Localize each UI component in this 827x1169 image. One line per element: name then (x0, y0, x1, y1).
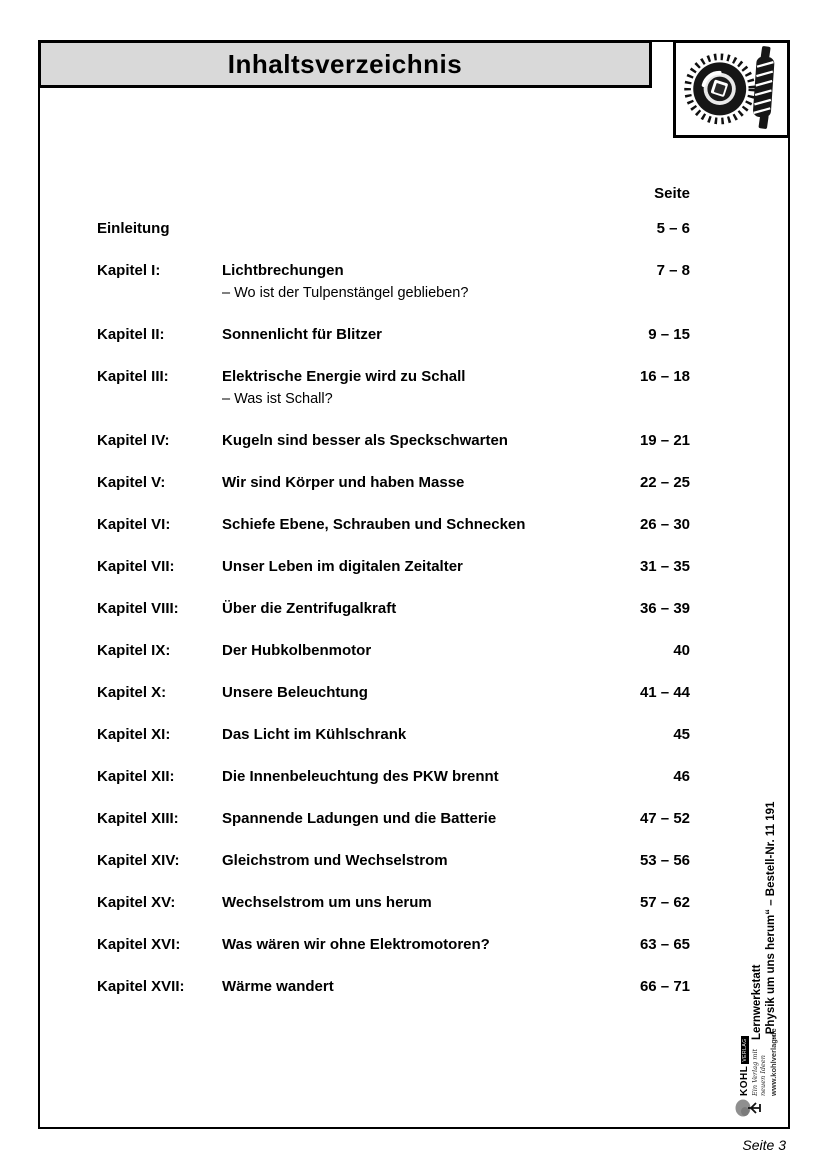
page-column-header: Seite (654, 185, 690, 202)
chapter-main (222, 600, 600, 618)
chapter-label: Kapitel IV: (97, 432, 170, 449)
toc-row (97, 642, 690, 660)
toc-row (97, 936, 690, 954)
chapter-main (222, 978, 600, 996)
chapter-label: Kapitel III: (97, 368, 169, 385)
page-range: 16 – 18 (639, 368, 690, 385)
chapter-title: Gleichstrom und Wechselstrom (222, 852, 448, 869)
chapter-subtitle: – Wo ist der Tulpenstängel geblieben? (222, 285, 469, 301)
page-range: 40 (673, 642, 690, 659)
chapter-title: Wechselstrom um uns herum (222, 894, 432, 911)
chapter-title: Elektrische Energie wird zu Schall (222, 368, 466, 385)
chapter-label: Kapitel XIII: (97, 810, 179, 827)
chapter-main (222, 642, 600, 660)
toc-row (97, 978, 690, 996)
chapter-title: Kugeln sind besser als Speckschwarten (222, 432, 508, 449)
page-number: Seite 3 (742, 1137, 786, 1153)
page-range: 36 – 39 (639, 600, 690, 617)
toc-row (97, 368, 690, 408)
page-range: 53 – 56 (639, 852, 690, 869)
title-bar (38, 40, 652, 88)
header-logo-box (673, 40, 790, 138)
side-margin-note (750, 790, 778, 1040)
chapter-title: Spannende Ladungen und die Batterie (222, 810, 497, 827)
chapter-label: Kapitel XII: (97, 768, 175, 785)
page-range: 47 – 52 (639, 810, 690, 827)
chapter-title: Was wären wir ohne Elektromotoren? (222, 936, 490, 953)
toc-row (97, 432, 690, 450)
chapter-main (222, 368, 600, 408)
series-title: Lernwerkstatt (751, 964, 763, 1040)
page-range: 66 – 71 (639, 978, 690, 995)
chapter-label: Kapitel VI: (97, 516, 171, 533)
publisher-tagline: Ein Verlag mit neuen Ideen (751, 1048, 767, 1096)
chapter-title: Unser Leben im digitalen Zeitalter (222, 558, 463, 575)
toc-row (97, 262, 690, 302)
page-range: 26 – 30 (639, 516, 690, 533)
chapter-label: Kapitel VII: (97, 558, 175, 575)
chapter-main (222, 474, 600, 492)
chapter-main (222, 936, 600, 954)
publisher-logo (735, 1028, 778, 1117)
chapter-label: Einleitung (97, 220, 170, 237)
toc-row (97, 558, 690, 576)
chapter-label: Kapitel VIII: (97, 600, 179, 617)
toc-row (97, 684, 690, 702)
page-range: 46 (673, 768, 690, 785)
publisher-name: KOHL (739, 1065, 750, 1096)
chapter-title: Der Hubkolbenmotor (222, 642, 372, 659)
table-of-contents (97, 185, 690, 996)
chapter-title: Das Licht im Kühlschrank (222, 726, 407, 743)
toc-row (97, 726, 690, 744)
toc-row (97, 220, 690, 238)
chapter-main (222, 432, 600, 450)
toc-row (97, 326, 690, 344)
page-range: 45 (673, 726, 690, 743)
toc-row (97, 768, 690, 786)
page-range: 63 – 65 (639, 936, 690, 953)
chapter-main (222, 326, 600, 344)
chapter-main (222, 810, 600, 828)
chapter-title: Wärme wandert (222, 978, 334, 995)
page-range: 57 – 62 (639, 894, 690, 911)
page-title: Inhaltsverzeichnis (227, 48, 463, 79)
chapter-title: Die Innenbeleuchtung des PKW brennt (222, 768, 499, 785)
toc-row (97, 852, 690, 870)
chapter-main (222, 516, 600, 534)
chapter-main (222, 768, 600, 786)
page-range: 31 – 35 (639, 558, 690, 575)
toc-row (97, 474, 690, 492)
toc-row (97, 600, 690, 618)
publisher-website: www.kohlverlag.de (769, 1028, 778, 1096)
chapter-label: Kapitel I: (97, 262, 161, 279)
publisher-name-badge: VERLAG (741, 1038, 748, 1062)
chapter-main (222, 220, 600, 238)
book-title-order-number: „Physik um uns herum“ – Bestell-Nr. 11 191 (765, 801, 777, 1040)
toc-rows (97, 220, 690, 996)
toc-row (97, 894, 690, 912)
page-range: 19 – 21 (639, 432, 690, 449)
chapter-title: Schiefe Ebene, Schrauben und Schnecken (222, 516, 526, 533)
tree-icon (735, 1098, 767, 1117)
chapter-main (222, 684, 600, 702)
chapter-main (222, 558, 600, 576)
chapter-label: Kapitel XV: (97, 894, 176, 911)
chapter-main (222, 852, 600, 870)
page-range: 41 – 44 (639, 684, 690, 701)
chapter-label: Kapitel XVI: (97, 936, 181, 953)
chapter-label: Kapitel XVII: (97, 978, 185, 995)
chapter-label: Kapitel IX: (97, 642, 171, 659)
chapter-title: Lichtbrechungen (222, 262, 344, 279)
gear-and-worm-drive-icon (680, 44, 784, 135)
chapter-title: Unsere Beleuchtung (222, 684, 368, 701)
page-range: 9 – 15 (648, 326, 690, 343)
toc-row (97, 810, 690, 828)
chapter-main (222, 894, 600, 912)
chapter-label: Kapitel V: (97, 474, 166, 491)
page-range: 5 – 6 (656, 220, 690, 237)
chapter-label: Kapitel XIV: (97, 852, 180, 869)
page-range: 7 – 8 (656, 262, 690, 279)
chapter-label: Kapitel XI: (97, 726, 171, 743)
chapter-title: Sonnenlicht für Blitzer (222, 326, 383, 343)
chapter-title: Wir sind Körper und haben Masse (222, 474, 465, 491)
page-range: 22 – 25 (639, 474, 690, 491)
chapter-main (222, 262, 600, 302)
chapter-subtitle: – Was ist Schall? (222, 391, 333, 407)
chapter-title: Über die Zentrifugalkraft (222, 600, 397, 617)
chapter-label: Kapitel II: (97, 326, 165, 343)
toc-row (97, 516, 690, 534)
chapter-label: Kapitel X: (97, 684, 167, 701)
chapter-main (222, 726, 600, 744)
